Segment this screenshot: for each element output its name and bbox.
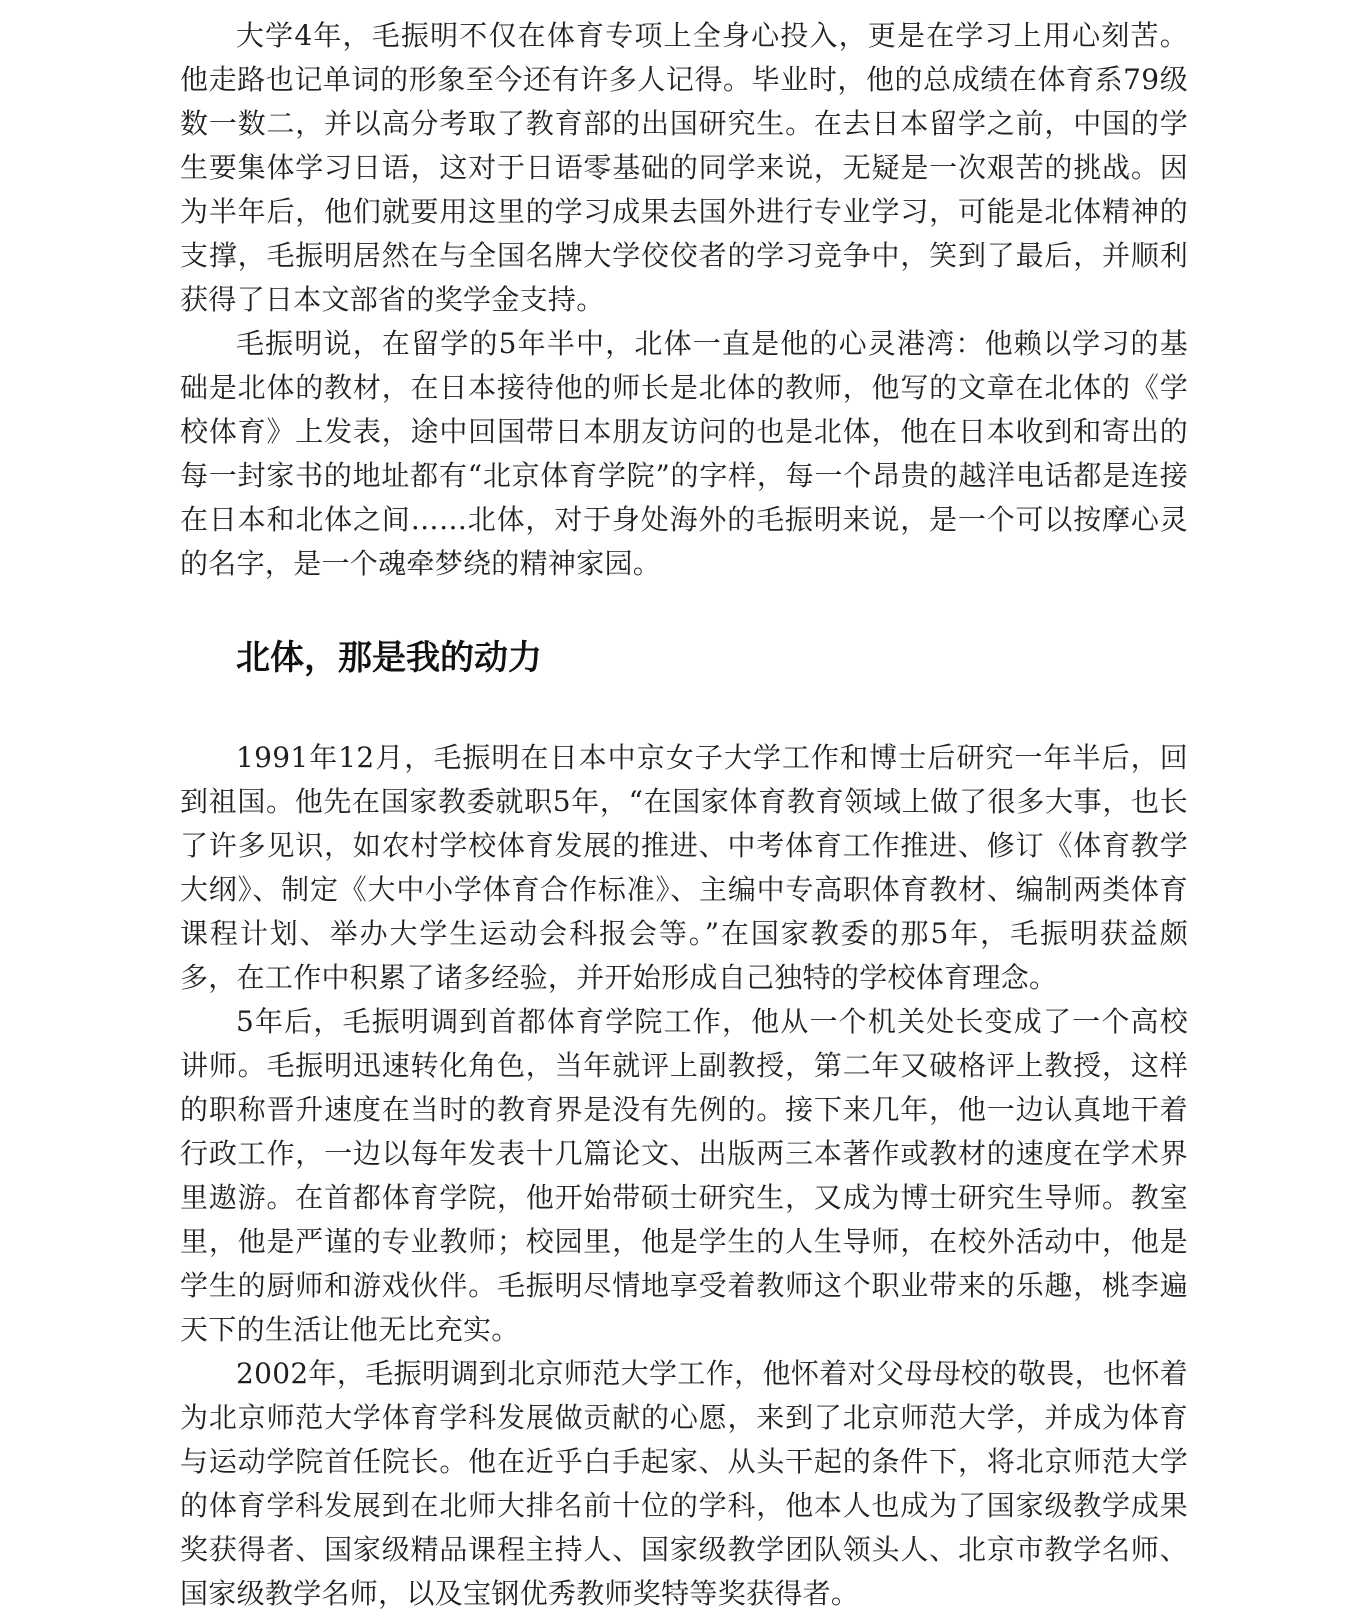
paragraph: 1991年12月，毛振明在日本中京女子大学工作和博士后研究一年半后，回到祖国。他先在国家教委就职5年，“在国家体育教育领域上做了很多大事，也长了许多见识，如农村学校体育发展的推进、中考体育工作推进、修订《体育教学大纲》、制定《大中小学体育合作标准》、主编中专高职体育教材、编制两类体育课程计划、举办大学生运动会科报会等。”在国家教委的那5年，毛振明获益颇多，在工作中积累了诸多经验，并开始形成自己独特的学校体育理念。	[180, 741, 1188, 994]
paragraph: 毛振明说，在留学的5年半中，北体一直是他的心灵港湾：他赖以学习的基础是北体的教材，在日本接待他的师长是北体的教师，他写的文章在北体的《学校体育》上发表，途中回国带日本朋友访问的也是北体，他在日本收到和寄出的每一封家书的地址都有“北京体育学院”的字样，每一个昂贵的越洋电话都是连接在日本和北体之间……北体，对于身处海外的毛振明来说，是一个可以按摩心灵的名字，是一个魂牵梦绕的精神家园。	[180, 327, 1188, 580]
paragraph: 大学4年，毛振明不仅在体育专项上全身心投入，更是在学习上用心刻苦。他走路也记单词的形象至今还有许多人记得。毕业时，他的总成绩在体育系79级数一数二，并以高分考取了教育部的出国研究生。在去日本留学之前，中国的学生要集体学习日语，这对于日语零基础的同学来说，无疑是一次艰苦的挑战。因为半年后，他们就要用这里的学习成果去国外进行专业学习，可能是北体精神的支撑，毛振明居然在与全国名牌大学佼佼者的学习竞争中，笑到了最后，并顺利获得了日本文部省的奖学金支持。	[180, 19, 1188, 316]
paragraph: 5年后，毛振明调到首都体育学院工作，他从一个机关处长变成了一个高校讲师。毛振明迅速转化角色，当年就评上副教授，第二年又破格评上教授，这样的职称晋升速度在当时的教育界是没有先例的。接下来几年，他一边认真地干着行政工作，一边以每年发表十几篇论文、出版两三本著作或教材的速度在学术界里遨游。在首都体育学院，他开始带硕士研究生，又成为博士研究生导师。教室里，他是严谨的专业教师；校园里，他是学生的人生导师，在校外活动中，他是学生的厨师和游戏伙伴。毛振明尽情地享受着教师这个职业带来的乐趣，桃李遍天下的生活让他无比充实。	[180, 1005, 1188, 1346]
paragraph: 2002年，毛振明调到北京师范大学工作，他怀着对父母母校的敬畏，也怀着为北京师范大学体育学科发展做贡献的心愿，来到了北京师范大学，并成为体育与运动学院首任院长。他在近乎白手起家、从头干起的条件下，将北京师范大学的体育学科发展到在北师大排名前十位的学科，他本人也成为了国家级教学成果奖获得者、国家级精品课程主持人、国家级教学团队领头人、北京市教学名师、国家级教学名师，以及宝钢优秀教师奖特等奖获得者。	[180, 1357, 1188, 1610]
document-page	[180, 14, 1188, 1616]
section-heading: 北体，那是我的动力	[236, 638, 542, 678]
